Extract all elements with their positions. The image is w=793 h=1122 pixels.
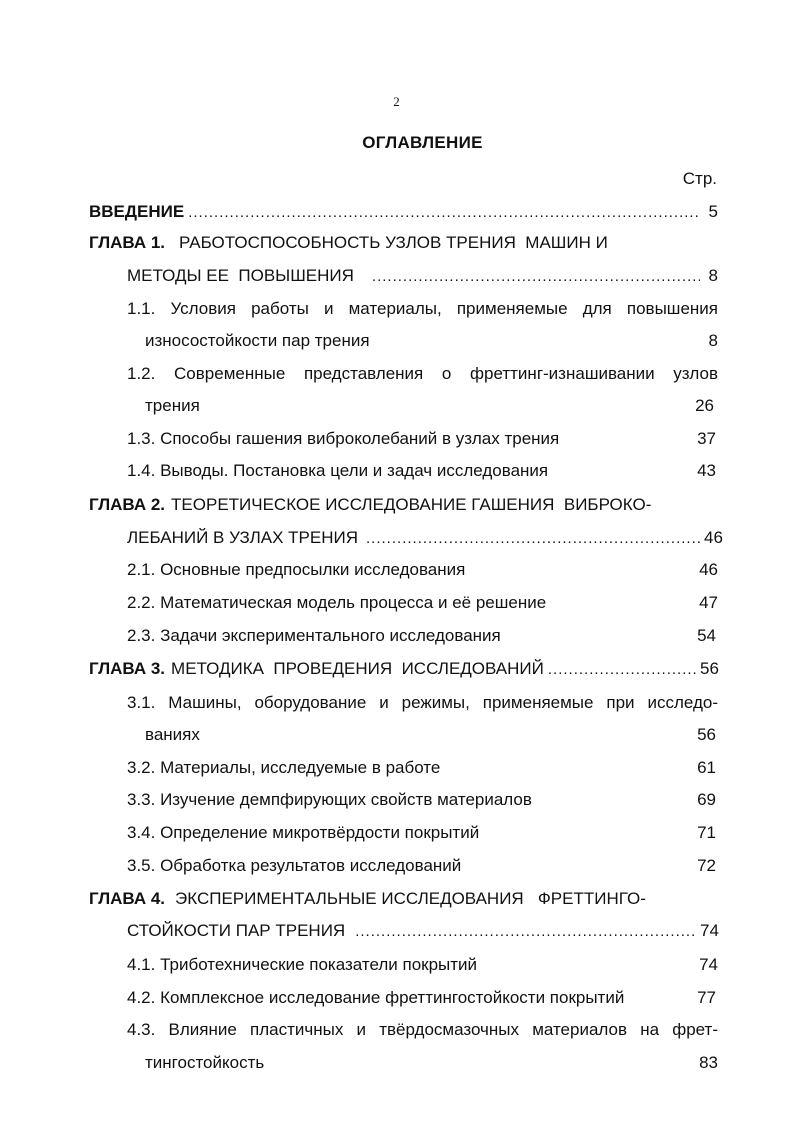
toc-entry-label: 3.5. Обработка результатов исследований xyxy=(127,856,462,875)
toc-entry-page: 43 xyxy=(697,461,716,480)
toc-entry-page: 77 xyxy=(697,988,716,1007)
chapter-label: ГЛАВА 3. xyxy=(89,659,166,678)
toc-entry-page: 46 xyxy=(704,528,723,547)
toc-entry-1-4[interactable] xyxy=(127,457,716,485)
toc-entry-label: 4.3. Влияние пластичных и твёрдосмазочных материалов на фрет- xyxy=(127,1020,718,1039)
toc-entry-3-4[interactable] xyxy=(127,819,716,847)
toc-entry-label: износостойкости пар трения xyxy=(145,331,370,350)
toc-entry-page: 71 xyxy=(697,823,716,842)
toc-entry-page: 74 xyxy=(699,955,718,974)
page-number: 2 xyxy=(393,94,400,109)
chapter-label: ГЛАВА 1. xyxy=(89,233,166,252)
toc-entry-3-1[interactable] xyxy=(127,689,718,717)
dot-leader xyxy=(548,656,696,684)
chapter-title: ЭКСПЕРИМЕНТАЛЬНЫЕ ИССЛЕДОВАНИЯ ФРЕТТИНГО- xyxy=(175,889,646,908)
toc-entry-label: 1.2. Современные представления о фреттинг-изнашивании узлов xyxy=(127,364,718,383)
toc-entry-1-1[interactable] xyxy=(127,295,718,323)
chapter-title: ТЕОРЕТИЧЕСКОЕ ИССЛЕДОВАНИЕ ГАШЕНИЯ ВИБРОКО- xyxy=(171,495,652,514)
toc-entry-label: тингостойкость xyxy=(145,1053,265,1072)
toc-entry-label: 3.1. Машины, оборудование и режимы, применяемые при исследо- xyxy=(127,693,718,712)
toc-entry-2-1[interactable] xyxy=(127,556,718,584)
toc-entry-label: 3.3. Изучение демпфирующих свойств материалов xyxy=(127,790,532,809)
chapter-label: ГЛАВА 2. xyxy=(89,495,166,514)
toc-entry-label: 4.1. Триботехнические показатели покрытий xyxy=(127,955,478,974)
toc-chapter-3[interactable] xyxy=(89,655,719,683)
chapter-title: МЕТОДЫ ЕЕ ПОВЫШЕНИЯ xyxy=(127,266,354,285)
dot-leader xyxy=(366,525,700,553)
page-title: ОГЛАВЛЕНИЕ xyxy=(362,133,483,152)
toc-entry-page: 61 xyxy=(697,758,716,777)
toc-chapter-1-line1[interactable] xyxy=(89,229,718,257)
toc-entry-2-3[interactable] xyxy=(127,622,716,650)
dot-leader xyxy=(372,263,700,291)
toc-entry-intro[interactable] xyxy=(89,198,718,226)
toc-entry-page: 72 xyxy=(697,856,716,875)
toc-entry-label: 4.2. Комплексное исследование фреттингостойкости покрытий xyxy=(127,988,625,1007)
toc-entry-page: 8 xyxy=(708,266,718,285)
toc-entry-label: 3.4. Определение микротвёрдости покрытий xyxy=(127,823,480,842)
toc-entry-label: 1.3. Способы гашения виброколебаний в узлах трения xyxy=(127,429,560,448)
toc-entry-page: 5 xyxy=(708,202,718,221)
toc-entry-page: 74 xyxy=(700,921,719,940)
toc-entry-4-1[interactable] xyxy=(127,951,718,979)
toc-entry-page: 37 xyxy=(697,429,716,448)
toc-chapter-1-line2[interactable] xyxy=(127,262,718,290)
chapter-title: СТОЙКОСТИ ПАР ТРЕНИЯ xyxy=(127,921,346,940)
toc-entry-page: 56 xyxy=(700,659,719,678)
toc-entry-4-3[interactable] xyxy=(127,1016,718,1044)
toc-entry-page: 47 xyxy=(699,593,718,612)
toc-entry-3-3[interactable] xyxy=(127,786,716,814)
dot-leader xyxy=(355,918,696,946)
toc-entry-label: ВВЕДЕНИЕ xyxy=(89,202,185,221)
chapter-label: ГЛАВА 4. xyxy=(89,889,166,908)
toc-chapter-4-line2[interactable] xyxy=(127,917,719,945)
toc-chapter-2-line1[interactable] xyxy=(89,491,718,519)
toc-entry-label: 2.2. Математическая модель процесса и её решение xyxy=(127,593,547,612)
chapter-title: МЕТОДИКА ПРОВЕДЕНИЯ ИССЛЕДОВАНИЙ xyxy=(171,659,544,678)
toc-entry-label: трения xyxy=(145,396,200,415)
toc-entry-page: 46 xyxy=(699,560,718,579)
toc-entry-label: 1.4. Выводы. Постановка цели и задач исследования xyxy=(127,461,549,480)
toc-entry-label: 2.1. Основные предпосылки исследования xyxy=(127,560,466,579)
toc-entry-2-2[interactable] xyxy=(127,589,718,617)
toc-entry-4-3-cont[interactable] xyxy=(145,1049,718,1077)
toc-entry-page: 26 xyxy=(695,396,714,415)
toc-entry-label: 2.3. Задачи экспериментального исследования xyxy=(127,626,501,645)
toc-entry-page: 56 xyxy=(697,725,716,744)
toc-entry-1-2[interactable] xyxy=(127,360,718,388)
page-column-label: Стр. xyxy=(682,169,717,188)
toc-entry-3-1-cont[interactable] xyxy=(145,721,716,749)
toc-chapter-2-line2[interactable] xyxy=(127,524,723,552)
toc-entry-page: 54 xyxy=(697,626,716,645)
toc-entry-page: 8 xyxy=(708,331,718,350)
toc-entry-page: 69 xyxy=(697,790,716,809)
chapter-title: РАБОТОСПОСОБНОСТЬ УЗЛОВ ТРЕНИЯ МАШИН И xyxy=(179,233,608,252)
chapter-title: ЛЕБАНИЙ В УЗЛАХ ТРЕНИЯ xyxy=(127,528,359,547)
dot-leader xyxy=(188,199,700,227)
toc-entry-1-1-cont[interactable] xyxy=(145,327,718,355)
toc-entry-3-2[interactable] xyxy=(127,754,716,782)
toc-entry-page: 83 xyxy=(699,1053,718,1072)
toc-entry-label: ваниях xyxy=(145,725,200,744)
toc-entry-1-3[interactable] xyxy=(127,425,716,453)
toc-entry-label: 1.1. Условия работы и материалы, применяемые для повышения xyxy=(127,299,718,318)
toc-entry-3-5[interactable] xyxy=(127,852,716,880)
toc-entry-label: 3.2. Материалы, исследуемые в работе xyxy=(127,758,441,777)
toc-chapter-4-line1[interactable] xyxy=(89,885,718,913)
toc-entry-1-2-cont[interactable] xyxy=(145,392,714,420)
toc-entry-4-2[interactable] xyxy=(127,984,716,1012)
